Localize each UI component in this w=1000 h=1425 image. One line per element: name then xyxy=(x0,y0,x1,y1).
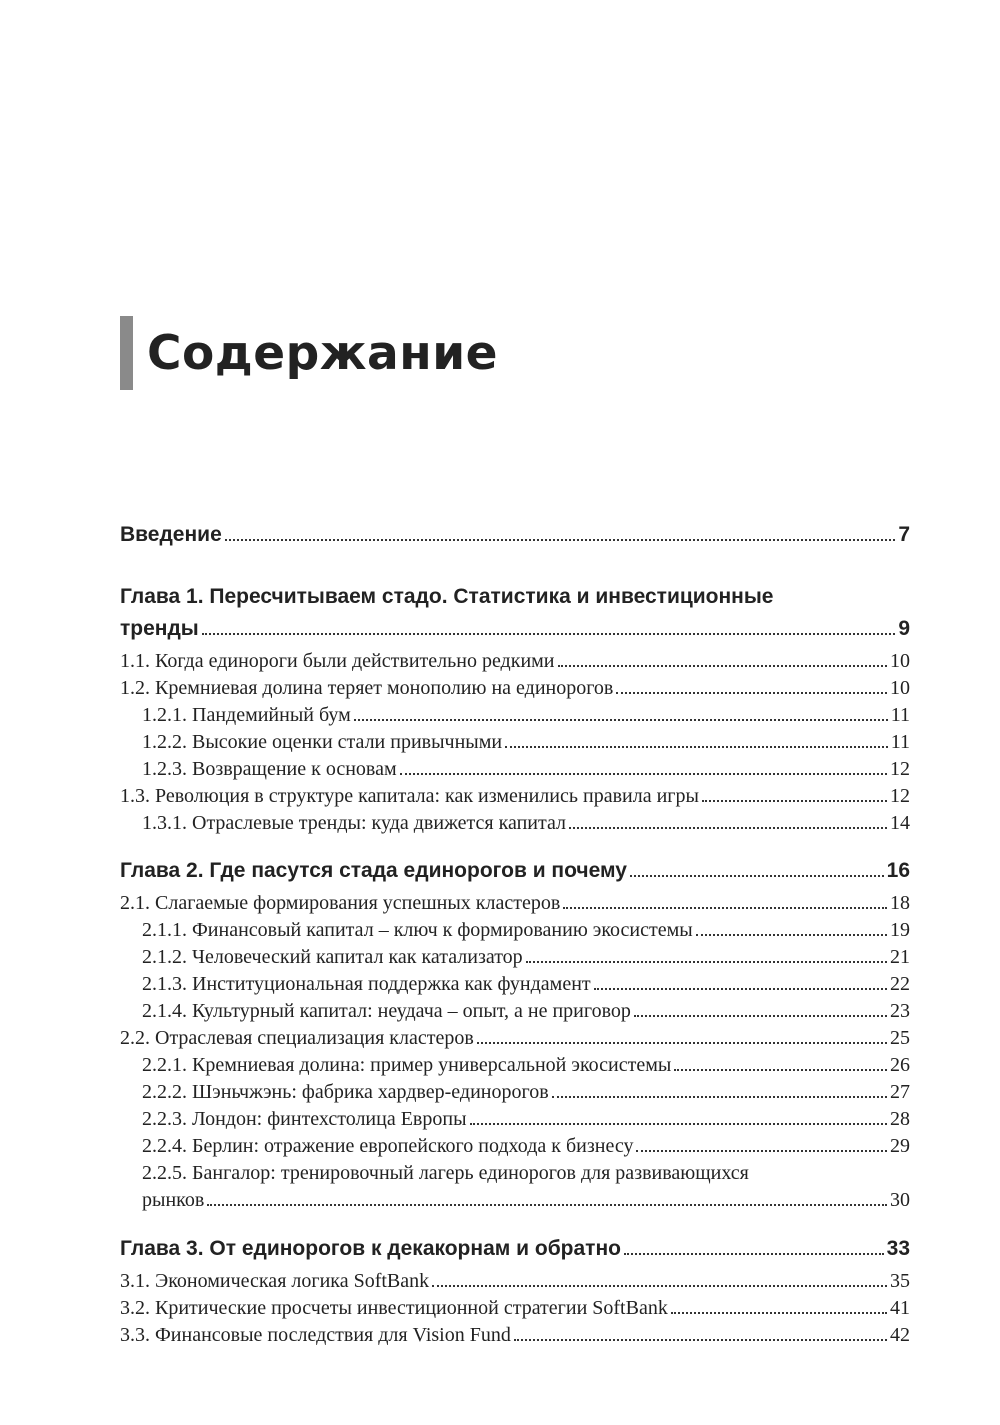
toc-entry-page: 29 xyxy=(890,1135,910,1157)
toc-entry-label: 2.1.1. Финансовый капитал – ключ к формированию экосистемы xyxy=(142,919,693,941)
leader-dots xyxy=(624,1253,884,1255)
toc-entry-page: 21 xyxy=(890,946,910,968)
leader-dots xyxy=(558,665,887,667)
toc-entry-label: 1.2.1. Пандемийный бум xyxy=(142,704,351,726)
leader-dots xyxy=(634,1015,887,1017)
toc-entry[interactable] xyxy=(120,756,910,782)
leader-dots xyxy=(552,1096,887,1098)
toc-entry-page: 11 xyxy=(890,704,910,726)
toc-entry-label: 1.2. Кремниевая долина теряет монополию на единорогов xyxy=(120,677,614,699)
toc-entry-label: 2.2.1. Кремниевая долина: пример универсальной экосистемы xyxy=(142,1054,672,1076)
toc-entry-page: 41 xyxy=(890,1297,910,1319)
leader-dots xyxy=(671,1312,887,1314)
page-title: Содержание xyxy=(147,325,499,381)
toc-entry-label: 2.2. Отраслевая специализация кластеров xyxy=(120,1027,474,1049)
toc-entry[interactable] xyxy=(120,702,910,728)
toc-entry-label: 1.3. Революция в структуре капитала: как изменились правила игры xyxy=(120,785,699,807)
toc-entry[interactable] xyxy=(120,1052,910,1078)
toc-entry[interactable] xyxy=(120,1187,910,1213)
toc-entry[interactable] xyxy=(120,998,910,1024)
toc-entry-page: 26 xyxy=(890,1054,910,1076)
toc-entry-chapter-1[interactable] xyxy=(120,616,910,642)
toc-entry[interactable] xyxy=(120,1322,910,1348)
toc-entry-label: 1.3.1. Отраслевые тренды: куда движется капитал xyxy=(142,812,567,834)
toc-entry-page: 30 xyxy=(890,1189,910,1211)
toc-entry-page: 9 xyxy=(898,617,910,640)
toc-entry-page: 10 xyxy=(890,677,910,699)
toc-entry[interactable] xyxy=(120,1268,910,1294)
toc-entry-page: 27 xyxy=(890,1081,910,1103)
toc-entry-label: 1.2.2. Высокие оценки стали привычными xyxy=(142,731,503,753)
leader-dots xyxy=(354,719,888,721)
toc-entry-label: 3.3. Финансовые последствия для Vision Fund xyxy=(120,1324,511,1346)
toc-entry-page: 12 xyxy=(890,785,910,807)
toc-entry[interactable] xyxy=(120,1025,910,1051)
toc-entry-chapter-2[interactable] xyxy=(120,858,910,884)
toc-entry-label: Глава 3. От единорогов к декакорнам и обратно xyxy=(120,1237,621,1260)
toc-entry-intro[interactable] xyxy=(120,522,910,548)
leader-dots xyxy=(636,1150,887,1152)
toc-entry[interactable] xyxy=(120,648,910,674)
toc-entry-chapter-3[interactable] xyxy=(120,1236,910,1262)
toc-entry-label: Введение xyxy=(120,523,222,546)
leader-dots xyxy=(477,1042,887,1044)
toc-entry-label: рынков xyxy=(142,1189,205,1211)
toc-entry-page: 11 xyxy=(890,731,910,753)
leader-dots xyxy=(207,1204,887,1206)
toc-entry[interactable] xyxy=(120,1295,910,1321)
toc-entry-page: 14 xyxy=(890,812,910,834)
toc-entry-page: 23 xyxy=(890,1000,910,1022)
toc-entry-page: 22 xyxy=(890,973,910,995)
toc-entry-label: 2.2.4. Берлин: отражение европейского подхода к бизнесу xyxy=(142,1135,634,1157)
leader-dots xyxy=(696,934,887,936)
title-accent-bar xyxy=(120,316,133,390)
leader-dots xyxy=(526,961,887,963)
toc-entry-label: 2.1.3. Институциональная поддержка как фундамент xyxy=(142,973,591,995)
toc-entry-label: 2.1. Слагаемые формирования успешных кластеров xyxy=(120,892,561,914)
toc-entry-page: 33 xyxy=(886,1237,910,1260)
toc-entry-page: 12 xyxy=(890,758,910,780)
toc-entry[interactable] xyxy=(120,971,910,997)
toc-entry-label: 2.1.4. Культурный капитал: неудача – опыт, а не приговор xyxy=(142,1000,631,1022)
toc-entry-page: 35 xyxy=(890,1270,910,1292)
toc-entry[interactable] xyxy=(120,1106,910,1132)
toc-entry-page: 10 xyxy=(890,650,910,672)
leader-dots xyxy=(616,692,887,694)
toc-entry-page: 28 xyxy=(890,1108,910,1130)
toc-entry-label: 2.2.3. Лондон: финтехстолица Европы xyxy=(142,1108,467,1130)
toc-entry-label: Глава 2. Где пасутся стада единорогов и почему xyxy=(120,859,627,882)
toc-entry-page: 7 xyxy=(898,523,910,546)
toc-entry-page: 25 xyxy=(890,1027,910,1049)
toc-entry[interactable] xyxy=(120,944,910,970)
leader-dots xyxy=(569,827,887,829)
toc-entry-page: 18 xyxy=(890,892,910,914)
toc-entry[interactable] xyxy=(120,917,910,943)
toc-entry[interactable] xyxy=(120,1079,910,1105)
toc-chapter-1-line1: Глава 1. Пересчитываем стадо. Статистика и инвестиционные xyxy=(120,585,774,608)
toc-entry-label: 2.2.2. Шэньчжэнь: фабрика хардвер-единорогов xyxy=(142,1081,549,1103)
toc-entry[interactable] xyxy=(120,890,910,916)
toc-entry[interactable] xyxy=(120,1133,910,1159)
leader-dots xyxy=(630,875,884,877)
leader-dots xyxy=(702,800,887,802)
toc-entry-label: 1.2.3. Возвращение к основам xyxy=(142,758,397,780)
leader-dots xyxy=(470,1123,887,1125)
toc-entry-page: 16 xyxy=(886,859,910,882)
toc-entry[interactable] xyxy=(120,675,910,701)
toc-entry-line1: 2.2.5. Бангалор: тренировочный лагерь единорогов для развивающихся xyxy=(142,1162,749,1184)
leader-dots xyxy=(225,539,896,541)
leader-dots xyxy=(400,773,887,775)
toc-entry-label: 3.1. Экономическая логика SoftBank xyxy=(120,1270,430,1292)
toc-entry[interactable] xyxy=(120,810,910,836)
leader-dots xyxy=(563,907,887,909)
leader-dots xyxy=(674,1069,887,1071)
toc-entry[interactable] xyxy=(120,729,910,755)
toc-entry-label: 2.1.2. Человеческий капитал как катализатор xyxy=(142,946,523,968)
toc-entry-page: 19 xyxy=(890,919,910,941)
toc-entry-label: 3.2. Критические просчеты инвестиционной стратегии SoftBank xyxy=(120,1297,668,1319)
leader-dots xyxy=(432,1285,887,1287)
leader-dots xyxy=(202,633,896,635)
toc-entry-page: 42 xyxy=(890,1324,910,1346)
toc-entry-label: тренды xyxy=(120,617,199,640)
leader-dots xyxy=(594,988,887,990)
page-title-block xyxy=(120,316,498,390)
toc-entry-label: 1.1. Когда единороги были действительно редкими xyxy=(120,650,555,672)
toc-entry[interactable] xyxy=(120,783,910,809)
leader-dots xyxy=(505,746,888,748)
leader-dots xyxy=(514,1339,887,1341)
